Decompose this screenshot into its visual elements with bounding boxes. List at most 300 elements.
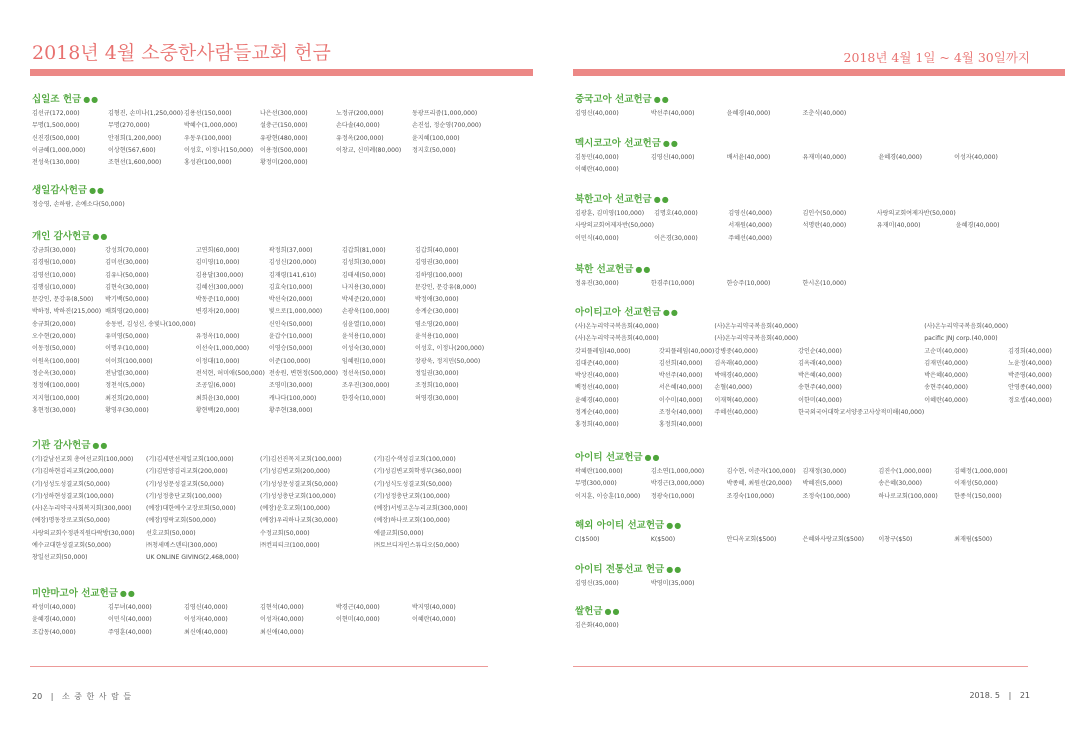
donor-entry: 지지협(100,000)	[32, 394, 80, 402]
donor-entry: 김동민(40,000)	[575, 154, 619, 161]
entries-grid	[575, 620, 1030, 632]
section-sibilgo	[32, 93, 488, 169]
donor-entry: 전석현, 허미애(500,000)	[195, 369, 265, 377]
donor-entry: 이성자(40,000)	[184, 616, 228, 624]
donor-entry: 김유나(50,000)	[105, 271, 149, 279]
donor-entry: (사)온누리약국사회복지회(300,000)	[32, 505, 132, 513]
donor-entry: 이혜란(40,000)	[924, 396, 969, 404]
donor-entry: 정유진(30,000)	[575, 280, 619, 287]
donor-entry: 조경숙(100,000)	[726, 492, 775, 500]
donor-entry: 김효숙(10,000)	[268, 283, 313, 291]
donor-entry: 정정애(100,000)	[32, 382, 80, 390]
donor-entry: 김갑희(40,000)	[414, 247, 459, 254]
donor-entry: 김재민(40,000)	[924, 359, 969, 367]
donor-entry: (기)김수색성김교회(100,000)	[374, 456, 456, 463]
donor-entry: 정계순(40,000)	[575, 409, 619, 417]
donor-entry: 이민식(40,000)	[108, 616, 152, 624]
donor-entry: 최희윤(30,000)	[195, 394, 240, 402]
footer-separator: |	[50, 692, 54, 701]
donor-entry: 이선숙(1,000,000)	[195, 345, 250, 353]
donor-entry: 이재성(50,000)	[954, 480, 998, 488]
donor-entry: (기)김하현김리교회(200,000)	[32, 468, 114, 476]
donor-entry: 김소연(1,000,000)	[650, 468, 705, 475]
bullet-dots: ●●	[653, 95, 670, 104]
donor-entry: 조공일(6,000)	[195, 382, 236, 390]
donor-entry: 박준영(40,000)	[1008, 372, 1052, 380]
footer-left	[32, 691, 132, 702]
donor-entry: 무명(270,000)	[108, 122, 150, 130]
donor-entry: 김행심(10,000)	[32, 283, 76, 291]
donor-entry: 이정대(10,000)	[195, 357, 240, 365]
donor-entry: 박기백(50,000)	[105, 296, 149, 304]
section-title: 기관 감사헌금 ●●	[32, 440, 109, 451]
donor-entry: 허영경(30,000)	[414, 394, 459, 402]
donor-entry: 박혜수(1,000,000)	[184, 122, 238, 130]
donor-entry: 정승영, 손하람, 손예소다(50,000)	[32, 201, 125, 208]
section-overseas	[575, 519, 1030, 546]
spacer-cell	[798, 333, 924, 345]
donor-entry: 장광욱, 정지민(50,000)	[414, 357, 481, 365]
donor-entry: 송규회(20,000)	[32, 320, 76, 328]
donor-entry: 주혜선(40,000)	[714, 409, 759, 417]
bullet-dots: ●●	[662, 308, 679, 317]
donor-entry: 서은혜(40,000)	[658, 384, 703, 392]
donor-entry: 이성숙(30,000)	[341, 345, 386, 353]
donor-entry: 김성신(200,000)	[268, 259, 317, 267]
section-mexico	[575, 137, 1030, 177]
donor-entry: (기)성성문성결교회(50,000)	[146, 480, 224, 488]
donor-entry: 이성자(40,000)	[260, 616, 304, 624]
section-title: 아이티 전통선교 헌금 ●●	[575, 564, 683, 575]
section-nk	[575, 263, 1030, 290]
donor-entry: 박혜진(5,000)	[802, 480, 843, 488]
donor-entry: UK ONLINE GIVING(2,468,000)	[146, 554, 239, 562]
entries-grid	[575, 534, 1030, 546]
footer-publication: 소 중 한 사 람 들	[61, 692, 133, 701]
donor-entry: 신진경(500,000)	[32, 134, 80, 142]
donor-entry: 윤갑수(10,000)	[268, 333, 313, 341]
entries-grid	[575, 108, 1030, 120]
donor-entry: 김선희(40,000)	[658, 359, 703, 367]
footer-right	[969, 691, 1030, 700]
donor-entry: 유재미(40,000)	[802, 154, 847, 161]
page-number: 20	[32, 692, 43, 701]
donor-entry: 무명(300,000)	[575, 480, 617, 488]
donor-entry: 배희영(20,000)	[105, 308, 149, 316]
spacer-cell	[659, 333, 715, 345]
donor-entry: 유재미(40,000)	[876, 222, 921, 230]
donor-entry: 김갑희(81,000)	[341, 247, 386, 254]
donor-entry: 안디옥교회($500)	[726, 536, 777, 543]
donor-entry: 빛으로(1,000,000)	[268, 308, 323, 316]
donor-entry: 유정옥(10,000)	[195, 333, 240, 341]
donor-entry: 김옥래(40,000)	[714, 359, 759, 367]
donor-entry: 이영승(50,000)	[268, 345, 313, 353]
donor-entry: 조춘식(40,000)	[802, 110, 847, 117]
entries-grid	[32, 245, 488, 417]
donor-entry: 이창교, 신미례(80,000)	[336, 146, 402, 154]
donor-entry: 박선주(40,000)	[658, 372, 703, 380]
donor-entry: (기)성식도성결교회(50,000)	[374, 480, 452, 488]
donor-entry: 홍정희(40,000)	[575, 421, 619, 429]
donor-entry: 이성호, 이정나(200,000)	[414, 345, 485, 353]
section-haiti	[575, 306, 1052, 432]
donor-entry: 은혜와사랑교회($500)	[802, 536, 864, 543]
spacer-cell	[1008, 407, 1052, 419]
donor-entry: 노정규(200,000)	[336, 110, 384, 117]
entries-grid	[32, 108, 488, 169]
section-title: 북한 선교헌금 ●●	[575, 264, 652, 275]
section-title: 중국고아 선교헌금 ●●	[575, 94, 670, 105]
donor-entry: (예장)대한예수교장로회(50,000)	[146, 505, 236, 513]
donor-entry: 조우진(300,000)	[341, 382, 390, 390]
donor-entry: 이창구($50)	[878, 536, 913, 543]
section-title: 북한고아 선교헌금 ●●	[575, 194, 670, 205]
donor-entry: 윤혜경(40,000)	[878, 154, 923, 161]
spacer-cell	[659, 321, 715, 333]
donor-entry: (사)온누리약국복음회(40,000)	[924, 323, 1009, 330]
section-rice	[575, 605, 1030, 632]
donor-entry: 황현백(20,000)	[195, 406, 240, 414]
donor-entry: 김영신(40,000)	[575, 110, 619, 117]
donor-entry: 조정숙(100,000)	[802, 492, 851, 500]
bullet-dots: ●●	[666, 565, 683, 574]
donor-entry: 송동빈, 김성신, 송빛나(100,000)	[105, 320, 196, 328]
donor-entry: 박애경(40,000)	[714, 372, 759, 380]
donor-entry: 조갑동(40,000)	[32, 628, 76, 636]
donor-entry: 홍성관(100,000)	[184, 159, 232, 167]
donor-entry: 이혜란(40,000)	[412, 616, 456, 624]
entries-grid	[575, 152, 1030, 177]
donor-entry: 강금희(30,000)	[32, 247, 76, 254]
donor-entry: 수정교회(50,000)	[260, 529, 310, 537]
donor-entry: 선호교회(50,000)	[146, 529, 196, 537]
section-title: 해외 아이티 선교헌금 ●●	[575, 520, 683, 531]
donor-entry: 송현주(40,000)	[924, 384, 969, 392]
donor-entry: 한국외국어대학교서양중고사상적미해(40,000)	[798, 409, 925, 417]
donor-entry: 정순옥(30,000)	[32, 369, 76, 377]
donor-entry: pacific JNJ corp.(40,000)	[924, 335, 998, 343]
donor-entry: 이민식(40,000)	[575, 234, 619, 242]
donor-entry: 주영훈(40,000)	[108, 628, 152, 636]
donor-entry: 박하정, 박하진(215,000)	[32, 308, 102, 316]
donor-entry: 이용정(500,000)	[260, 146, 308, 154]
spacer-cell	[654, 220, 728, 232]
donor-entry: (사)온누리약국복음회(40,000)	[714, 323, 799, 330]
donor-entry: 김경림(10,000)	[32, 259, 76, 267]
donor-entry: 전송원, 변현정(500,000)	[268, 369, 338, 377]
section-gaein	[32, 230, 488, 417]
donor-entry: 이성호, 이정나(150,000)	[184, 146, 254, 154]
donor-entry: 손진섭, 정순영(700,000)	[412, 122, 482, 130]
donor-entry: 백정선(40,000)	[575, 384, 619, 392]
donor-entry: 곽성미(40,000)	[32, 604, 76, 611]
donor-entry: (예장)우리하나교회(30,000)	[260, 517, 338, 525]
spacer-cell	[956, 208, 1030, 220]
donor-entry: 이지훈, 이승훈(10,000)	[575, 492, 641, 500]
spacer-cell	[196, 319, 269, 331]
donor-entry: 이한미(40,000)	[798, 396, 842, 404]
donor-entry: 유정옥(200,000)	[336, 134, 384, 142]
donor-entry: (사)온누리약국복음회(40,000)	[575, 335, 659, 343]
bullet-dots: ●●	[635, 265, 652, 274]
donor-entry: 박정애(30,000)	[414, 296, 459, 304]
donor-entry: 손혈(40,000)	[714, 384, 753, 392]
section-title: 멕시코고아 선교헌금 ●●	[575, 138, 679, 149]
donor-entry: 염소영(20,000)	[414, 320, 459, 328]
donor-entry: (기)성김변교회(200,000)	[260, 468, 331, 476]
donor-entry: 노윤정(40,000)	[1008, 359, 1052, 367]
spacer-cell	[1008, 333, 1052, 345]
donor-entry: (기)김만양김리교회(200,000)	[146, 468, 228, 476]
donor-entry: 김명호(40,000)	[654, 210, 698, 217]
entries-grid	[32, 454, 488, 565]
donor-entry: (예장)하나로교회(100,000)	[374, 517, 450, 525]
spacer-cell	[798, 321, 924, 333]
donor-entry: 나지용(30,000)	[341, 283, 386, 291]
section-china	[575, 93, 1030, 120]
bullet-dots: ●●	[666, 521, 683, 530]
donor-entry: 문강인, 문강유(8,000)	[414, 283, 477, 291]
donor-entry: 황정미(200,000)	[260, 159, 308, 167]
donor-entry: 이재혁(40,000)	[714, 396, 759, 404]
donor-entry: 김영신(40,000)	[728, 210, 773, 217]
donor-entry: 김선규(172,000)	[32, 110, 80, 117]
donor-entry: 김영권(30,000)	[414, 259, 459, 267]
page-number: 21	[1019, 691, 1030, 700]
section-title: 십일조 헌금 ●●	[32, 94, 100, 105]
donor-entry: 윤혜경(40,000)	[32, 616, 76, 624]
donor-entry: 임혜원(10,000)	[341, 357, 386, 365]
donor-entry: 고순미(40,000)	[924, 347, 969, 355]
donor-entry: (사)온누리약국복음회(40,000)	[575, 323, 659, 330]
section-myanmar	[32, 587, 488, 639]
donor-entry: 송은혜(30,000)	[878, 480, 923, 488]
donor-entry: 최재림($500)	[954, 536, 993, 543]
donor-entry: 김하영(100,000)	[414, 271, 463, 279]
donor-entry: 동광프리즘(1,000,000)	[412, 110, 478, 117]
donor-entry: 창일선교회(50,000)	[32, 554, 88, 562]
donor-entry: 안영종(40,000)	[1008, 384, 1052, 392]
section-nkorphan	[575, 193, 1030, 245]
donor-entry: 박세준(20,000)	[341, 296, 386, 304]
donor-entry: ㈜토브디자인스튜디오(50,000)	[374, 542, 460, 550]
donor-entry: K($500)	[650, 536, 676, 543]
donor-entry: (예장)명동장로교회(50,000)	[32, 517, 110, 525]
bullet-dots: ●●	[662, 139, 679, 148]
donor-entry: 김미영(10,000)	[195, 259, 240, 267]
donor-entry: 나은선(300,000)	[260, 110, 308, 117]
donor-entry: 박은혜(40,000)	[924, 372, 969, 380]
donor-entry: 김용선(150,000)	[184, 110, 232, 117]
donor-entry: 홍현정(30,000)	[32, 406, 76, 414]
donor-entry: ㈜컨피티크(100,000)	[260, 542, 320, 550]
donor-entry: (예장)영락교회(500,000)	[146, 517, 217, 525]
donor-entry: 무명(1,500,000)	[32, 122, 80, 130]
donor-entry: 이현미(40,000)	[336, 616, 380, 624]
donor-entry: 홍정희(40,000)	[658, 421, 703, 429]
donor-entry: 이은경(30,000)	[654, 234, 698, 242]
donor-entry: 김혜선(300,000)	[195, 283, 244, 291]
donor-entry: (기)김선진목지교회(100,000)	[260, 456, 342, 463]
donor-entry: 이동정(50,000)	[32, 345, 76, 353]
donor-entry: 이명우(10,000)	[105, 345, 149, 353]
donor-entry: 김은화(40,000)	[575, 622, 619, 629]
donor-entry: 김영선(10,000)	[32, 271, 76, 279]
donor-entry: 송계순(30,000)	[414, 308, 459, 316]
donor-entry: (기)성정충단교회(100,000)	[146, 492, 222, 500]
donor-entry: 전성욱(130,000)	[32, 159, 80, 167]
donor-entry: 김광훈, 김미영(100,000)	[575, 210, 645, 217]
entries-grid	[575, 466, 1030, 503]
donor-entry: 박경근(40,000)	[336, 604, 380, 611]
donor-entry: 한경숙(10,000)	[341, 394, 386, 402]
donor-entry: 황주현(38,000)	[268, 406, 313, 414]
donor-entry: 이원옥(100,000)	[32, 357, 80, 365]
donor-entry: 한시온(10,000)	[802, 280, 847, 287]
donor-entry: C($500)	[575, 536, 600, 543]
entries-grid	[575, 321, 1052, 432]
entries-grid	[575, 208, 1030, 245]
donor-entry: 한종석(150,000)	[954, 492, 1002, 500]
donor-entry: 김경희(40,000)	[1008, 347, 1052, 355]
donor-entry: 이금혜(1,000,000)	[32, 146, 86, 154]
donor-entry: 송현주(40,000)	[798, 384, 842, 392]
donor-entry: 손다솔(40,000)	[336, 122, 380, 130]
donor-entry: 강병중(40,000)	[714, 347, 759, 355]
bullet-dots: ●●	[119, 589, 136, 598]
bullet-dots: ●●	[92, 232, 109, 241]
donor-entry: 사랑의교회여제자반(50,000)	[876, 210, 956, 217]
donor-entry: 김형진, 손미나(1,250,000)	[108, 110, 183, 117]
donor-entry: 최신애(40,000)	[184, 628, 228, 636]
donor-entry: 박영미(35,000)	[650, 580, 695, 587]
donor-entry: 이준(100,000)	[268, 357, 311, 365]
title-band	[30, 69, 533, 76]
donor-entry: 박종혜, 최원선(20,000)	[726, 480, 792, 488]
donor-entry: 우동우(100,000)	[184, 134, 232, 142]
section-gigwan	[32, 439, 488, 565]
donor-entry: 갓피플레임(40,000)	[658, 347, 715, 355]
donor-entry: 심윤열(10,000)	[341, 320, 386, 328]
donor-entry: (기)김세만선제일교회(100,000)	[146, 456, 234, 463]
donor-entry: 황영우(30,000)	[105, 406, 149, 414]
donor-entry: 석명란(40,000)	[802, 222, 847, 230]
bullet-dots: ●●	[83, 95, 100, 104]
donor-entry: 캐나다(100,000)	[268, 394, 317, 402]
donor-entry: 김혜정(1,000,000)	[954, 468, 1008, 475]
donor-entry: 정지호(50,000)	[412, 146, 456, 154]
donor-entry: 박선숙(20,000)	[268, 296, 313, 304]
donor-entry: 박지영(40,000)	[412, 604, 456, 611]
page-title: 2018년 4월 소중한사람들교회 헌금	[32, 42, 331, 64]
donor-entry: 조정희(10,000)	[414, 382, 459, 390]
donor-entry: 설충근(150,000)	[260, 122, 308, 130]
donor-entry: 배서윤(40,000)	[726, 154, 771, 161]
section-title: 개인 감사헌금 ●●	[32, 231, 109, 242]
donor-entry: 강인순(40,000)	[798, 347, 842, 355]
donor-entry: 박경근(3,000,000)	[650, 480, 705, 488]
donor-entry: 한겸주(10,000)	[650, 280, 695, 287]
donor-entry: 사랑의교회여제자반(50,000)	[575, 222, 655, 230]
donor-entry: 신인숙(50,000)	[268, 320, 313, 328]
section-title: 미얀마고아 선교헌금 ●●	[32, 588, 136, 599]
footer-separator: |	[1008, 691, 1012, 700]
donor-entry: (기)성성문성결교회(50,000)	[260, 480, 338, 488]
entries-grid	[32, 199, 488, 211]
title-band	[573, 69, 1065, 76]
donor-entry: (예장)운호교회(100,000)	[260, 505, 331, 513]
donor-entry: 정천석(5,000)	[105, 382, 145, 390]
date-range-title: 2018년 4월 1일 ~ 4월 30일까지	[843, 50, 1030, 65]
donor-entry: 김미선(30,000)	[105, 259, 149, 267]
donor-entry: 박상진(40,000)	[575, 372, 619, 380]
bullet-dots: ●●	[604, 607, 621, 616]
footer-line	[573, 666, 1028, 667]
donor-entry: 김옥래(40,000)	[798, 359, 842, 367]
donor-entry: 박동준(10,000)	[195, 296, 240, 304]
donor-entry: 박선주(40,000)	[650, 110, 695, 117]
entries-grid	[32, 602, 488, 639]
donor-entry: 에클교회(50,000)	[374, 529, 424, 537]
donor-entry: 윤혜경(40,000)	[726, 110, 771, 117]
donor-entry: 서재원(40,000)	[728, 222, 773, 230]
donor-entry: 이혜란(40,000)	[575, 166, 619, 174]
donor-entry: (기)갈남선교회 총여선교회(100,000)	[32, 456, 134, 463]
donor-entry: 김용달(300,000)	[195, 271, 244, 279]
donor-entry: 김현석(40,000)	[260, 604, 304, 611]
donor-entry: 갓피플레임(40,000)	[575, 347, 631, 355]
donor-entry: 곽정희(37,000)	[268, 247, 313, 254]
donor-entry: 김영신(40,000)	[650, 154, 695, 161]
donor-entry: 김인수(50,000)	[802, 210, 847, 217]
donor-entry: 정선옥(50,000)	[341, 369, 386, 377]
donor-entry: (기)성정충단교회(100,000)	[374, 492, 450, 500]
section-title: 아이티고아 선교헌금 ●●	[575, 307, 679, 318]
donor-entry: (기)성하현성결교회(100,000)	[32, 492, 114, 500]
donor-entry: 조정숙(40,000)	[658, 409, 703, 417]
donor-entry: 곽혜란(100,000)	[575, 468, 623, 475]
entries-grid	[575, 578, 1030, 590]
donor-entry: 최진희(20,000)	[105, 394, 149, 402]
donor-entry: 전남열(30,000)	[105, 369, 149, 377]
donor-entry: 김영신(40,000)	[184, 604, 228, 611]
donor-entry: 조영미(30,000)	[268, 382, 313, 390]
donor-entry: 윤석용(10,000)	[414, 333, 459, 341]
donor-entry: 윤혜경(40,000)	[955, 222, 1000, 230]
donor-entry: 손광욱(100,000)	[341, 308, 390, 316]
donor-entry: 김재령(141,610)	[268, 271, 317, 279]
spacer-cell	[924, 407, 1008, 419]
donor-entry: 김수현, 이준자(100,000)	[726, 468, 796, 475]
donor-entry: 정광숙(10,000)	[650, 492, 695, 500]
section-title: 아이티 선교헌금 ●●	[575, 452, 661, 463]
section-title: 생일감사헌금 ●●	[32, 185, 106, 196]
donor-entry: (기)성성도성결교회(50,000)	[32, 480, 110, 488]
donor-entry: 김태세(50,000)	[341, 271, 386, 279]
donor-entry: 이이희(100,000)	[105, 357, 153, 365]
donor-entry: 강성희(70,000)	[105, 247, 149, 254]
donor-entry: 유미영(50,000)	[105, 333, 149, 341]
footer-line	[30, 666, 488, 667]
donor-entry: 윤지혜(100,000)	[412, 134, 460, 142]
donor-entry: 조현선(1,600,000)	[108, 159, 162, 167]
donor-entry: 문강인, 문강유(8,500)	[32, 296, 94, 304]
donor-entry: ㈜청세메스덴티(300,000)	[146, 542, 218, 550]
donor-entry: 주혜선(40,000)	[728, 234, 773, 242]
donor-entry: 윤혜경(40,000)	[575, 396, 619, 404]
section-haititraditional	[575, 563, 1030, 590]
